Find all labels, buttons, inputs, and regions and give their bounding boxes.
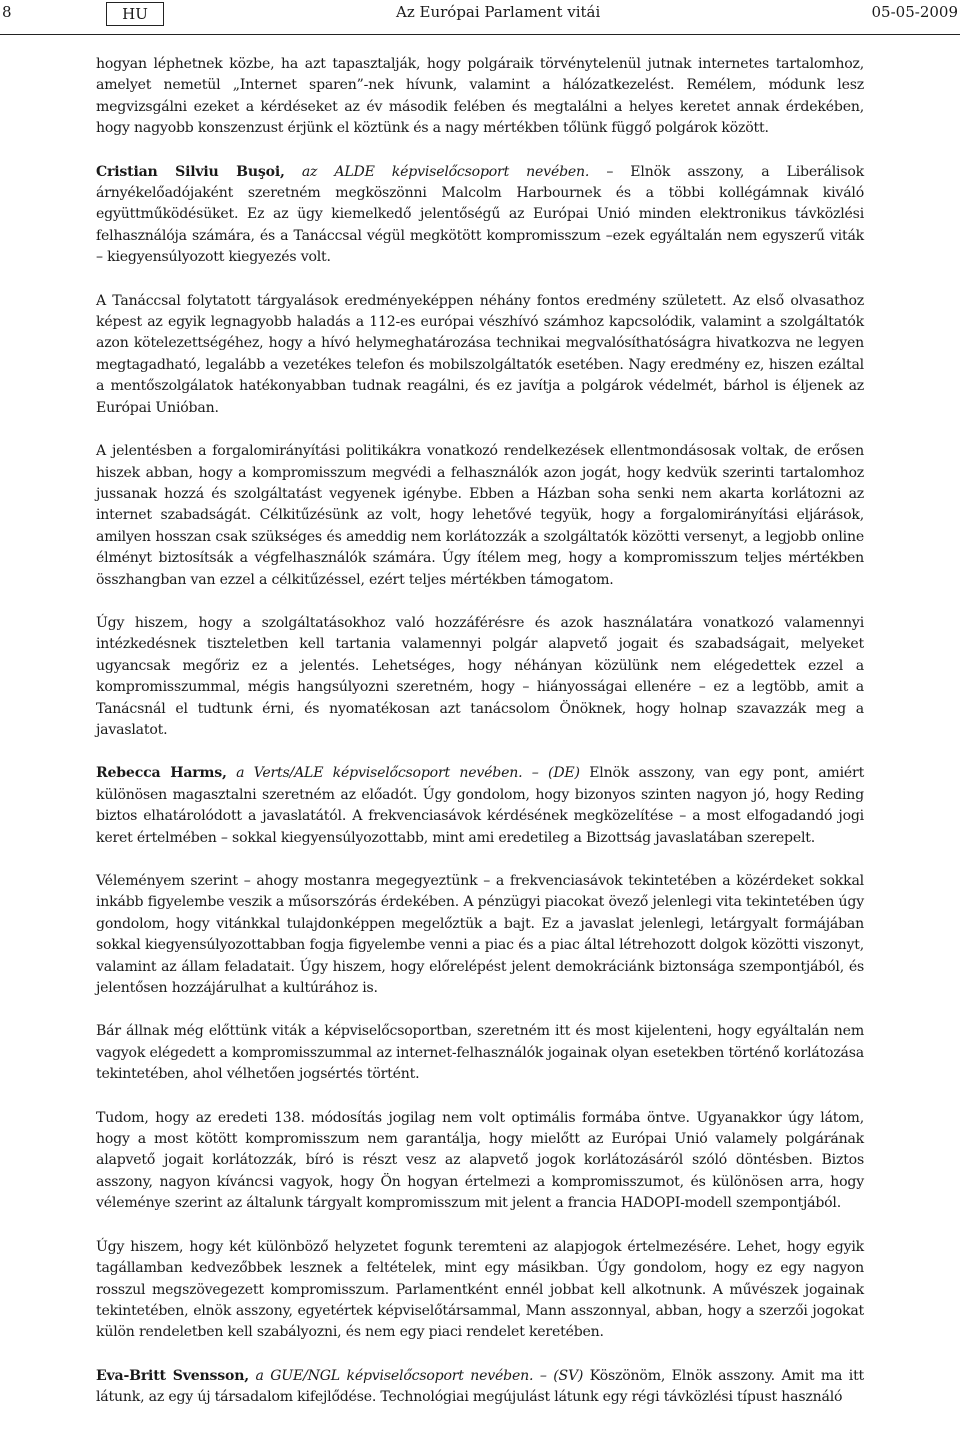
paragraph-text: Elnök asszony, van egy pont, amiért különösen magasztalni szeretném az előadót. Úgy gondolom, hogy bizonyos szinten nagyon jó, hogy Reding biztos elhatárolódott a javaslatától. A frekvenciasávok kérdésének megközelítése – a most elfogadandó jogi keret értelmében – sokkal kiegyensúlyozottabb, mint ami eredetileg a Bizottság javaslatában szerepelt. [96,765,865,846]
paragraph-5 [96,613,864,741]
paragraph-7 [96,871,864,999]
publication-date: 05-05-2009 [871,3,958,21]
paragraph-text: A Tanáccsal folytatott tárgyalások eredményeképpen néhány fontos eredmény született. Az első olvasathoz képest az egyik legnagyobb haladás a 112-es európai vészhívó számhoz kapcsolódik, valamint a szolgáltatók azon kötelezettségéhez, hogy a hívó helymeghatározása technikai megvalósíthatóságra hivatkozva ne legyen megtagadható, legalább a vezetékes telefon és mobilszolgáltatók esetében. Nagy eredmény ez, hiszen ezáltal a mentőszolgálatok hatékonyabban tudnak reagálni, és ez javítja a polgárok védelmét, bárhol is éljenek az Európai Unióban. [96,292,864,416]
speaker-role: a GUE/NGL képviselőcsoport nevében. – (SV) [255,1367,584,1384]
paragraph-text: Tudom, hogy az eredeti 138. módosítás jogilag nem volt optimális formába öntve. Ugyanakkor úgy látom, hogy a most kötött kompromisszum nem garantálja, hogy mielőtt az Európai Unió valamely polgárának alapvető jogait korlátozzák, bíró is részt vesz az alapvető jogok korlátozásáról szóló döntésben. Biztos asszony, nagyon kíváncsi vagyok, hogy Ön hogyan értelmezi a kompromisszumot, és különösen arra, hogy véleménye szerint az általunk tárgyalt kompromisszum mit jelent a francia HADOPI-modell szempontjából. [96,1109,864,1212]
speaker-name: Cristian Silviu Buşoi, [96,163,285,180]
debate-text [96,54,864,1431]
paragraph-text: Köszönöm, Elnök asszony. Amit ma itt látunk, az egy új társadalom kifejlődése. Technológiai megújulást látunk egy régi távközlési típust használó [96,1367,865,1406]
paragraph-text: A jelentésben a forgalomirányítási politikákra vonatkozó rendelkezések ellentmondásosak voltak, de erősen hiszek abban, hogy a kompromisszum megvédi a felhasználók azon jogát, hogy kedvük szerinti tartalomhoz jussanak hozzá és szolgáltatást vegyenek igénybe. Ebben a Házban soha senki nem akarta korlátozni az internet szabadságát. Célkitűzésünk az volt, hogy lehetővé tegyük, hogy a forgalomirányítási eljárások, amilyen hosszan csak szükséges és ameddig nem korlátozzák a szolgáltatók közötti versenyt, a legjobb online élményt biztosítsák a végfelhasználók számára. Úgy ítélem meg, hogy a kompromisszum teljes mértékben összhangban van ezzel a célkitűzéssel, ezért teljes mértékben támogatom. [96,443,864,588]
paragraph-text: Úgy hiszem, hogy a szolgáltatásokhoz való hozzáférésre és azok használatára vonatkozó valamennyi intézkedésnek tiszteletben kell tartania valamennyi polgár alapvető jogait és szabadságait, melyeket ugyancsak megőriz ez a jelentés. Lehetséges, hogy néhányan közülünk nem elégedettek ezzel a kompromisszummal, mégis hangsúlyozni szeretném, hogy – hiányosságai ellenére – ez a legtöbb, amit a Tanácsnál el tudtunk érni, és nyomatékosan azt tanácsolom Önöknek, hogy holnap szavazzák meg a javaslatot. [96,614,864,738]
speaker-role: az ALDE képviselőcsoport nevében. [301,163,590,180]
paragraph-1 [96,54,864,140]
speaker-name: Eva-Britt Svensson, [96,1367,249,1384]
paragraph-4 [96,441,864,591]
page-header [0,0,960,35]
paragraph-10 [96,1237,864,1344]
speaker-name: Rebecca Harms, [96,765,227,782]
speaker-role: a Verts/ALE képviselőcsoport nevében. – (DE) [236,765,580,782]
page-number: 8 [2,3,12,21]
paragraph-text: hogyan léphetnek közbe, ha azt tapasztalják, hogy polgáraik törvénytelenül jutnak internetes tartalomhoz, amelyet nemetül „Internet sparen”-nek hívunk, valamint a hálózatkezelést. Remélem, módunk lesz megvizsgálni ezeket a kérdéseket az év második felében és megtalálni a helyes keretet annak érdekében, hogy nagyobb konszenzust érjünk el köztünk és a nagy mértékben tőlünk függő polgárok között. [96,56,864,137]
language-code-badge: HU [106,2,164,26]
paragraph-2 [96,162,864,269]
paragraph-9 [96,1108,864,1215]
paragraph-text: – Elnök asszony, a Liberálisok árnyékelőadójaként szeretném megköszönni Malcolm Harbournek és a többi kollégámnak kiváló együttműködésüket. Ez az ügy kiemelkedő jelentőségű az Európai Unió minden elektronikus távközlési felhasználója számára, és a Tanáccsal végül megkötött kompromisszum –ezek egyáltalán nem egyszerű viták – kiegyensúlyozott kiegyezés volt. [96,163,865,266]
paragraph-8 [96,1021,864,1085]
paragraph-text: Véleményem szerint – ahogy mostanra megegyeztünk – a frekvenciasávok tekintetében a közérdeket sokkal inkább figyelembe veszik a műsorszórás érdekében. A pénzügyi piacokat övező jelenlegi vita tekintetében úgy gondolom, hogy vitánkkal tulajdonképpen megelőztük a bajt. Ez a javaslat jelenlegi, letárgyalt formájában sokkal kiegyensúlyozottabban fogja figyelembe venni a piac és a piac által létrehozott dolgok közötti viszonyt, valamint az állam feladatait. Úgy hiszem, hogy előrelépést jelent demokráciánk biztonsága szempontjából, és jelentősen hozzájárulhat a kultúrához is. [96,873,864,997]
paragraph-text: Bár állnak még előttünk viták a képviselőcsoportban, szeretném itt és most kijelenteni, hogy egyáltalán nem vagyok elégedett a kompromisszummal az internet-felhasználók jogainak olyan esetekben történő korlátozása tekintetében, ahol vélhetően jogsértés történt. [96,1023,864,1083]
paragraph-3 [96,291,864,419]
journal-title: Az Európai Parlament vitái [396,3,601,21]
paragraph-11 [96,1366,864,1409]
paragraph-text: Úgy hiszem, hogy két különböző helyzetet fogunk teremteni az alapjogok értelmezésére. Lehet, hogy egyik tagállamban kedvezőbbek lesznek a feltételek, mint egy másikban. Úgy gondolom, hogy ez egy nagyon rosszul megszövegezett kompromisszum. Parlamentként ennél jobbat kell alkotnunk. A művészek jogainak tekintetében, elnök asszony, egyetértek képviselőtársammal, Mann asszonnyal, abban, hogy a szerzői jogokat külön rendeletben kell szabályozni, és nem egy piaci rendelet keretében. [96,1238,864,1341]
paragraph-6 [96,763,864,849]
